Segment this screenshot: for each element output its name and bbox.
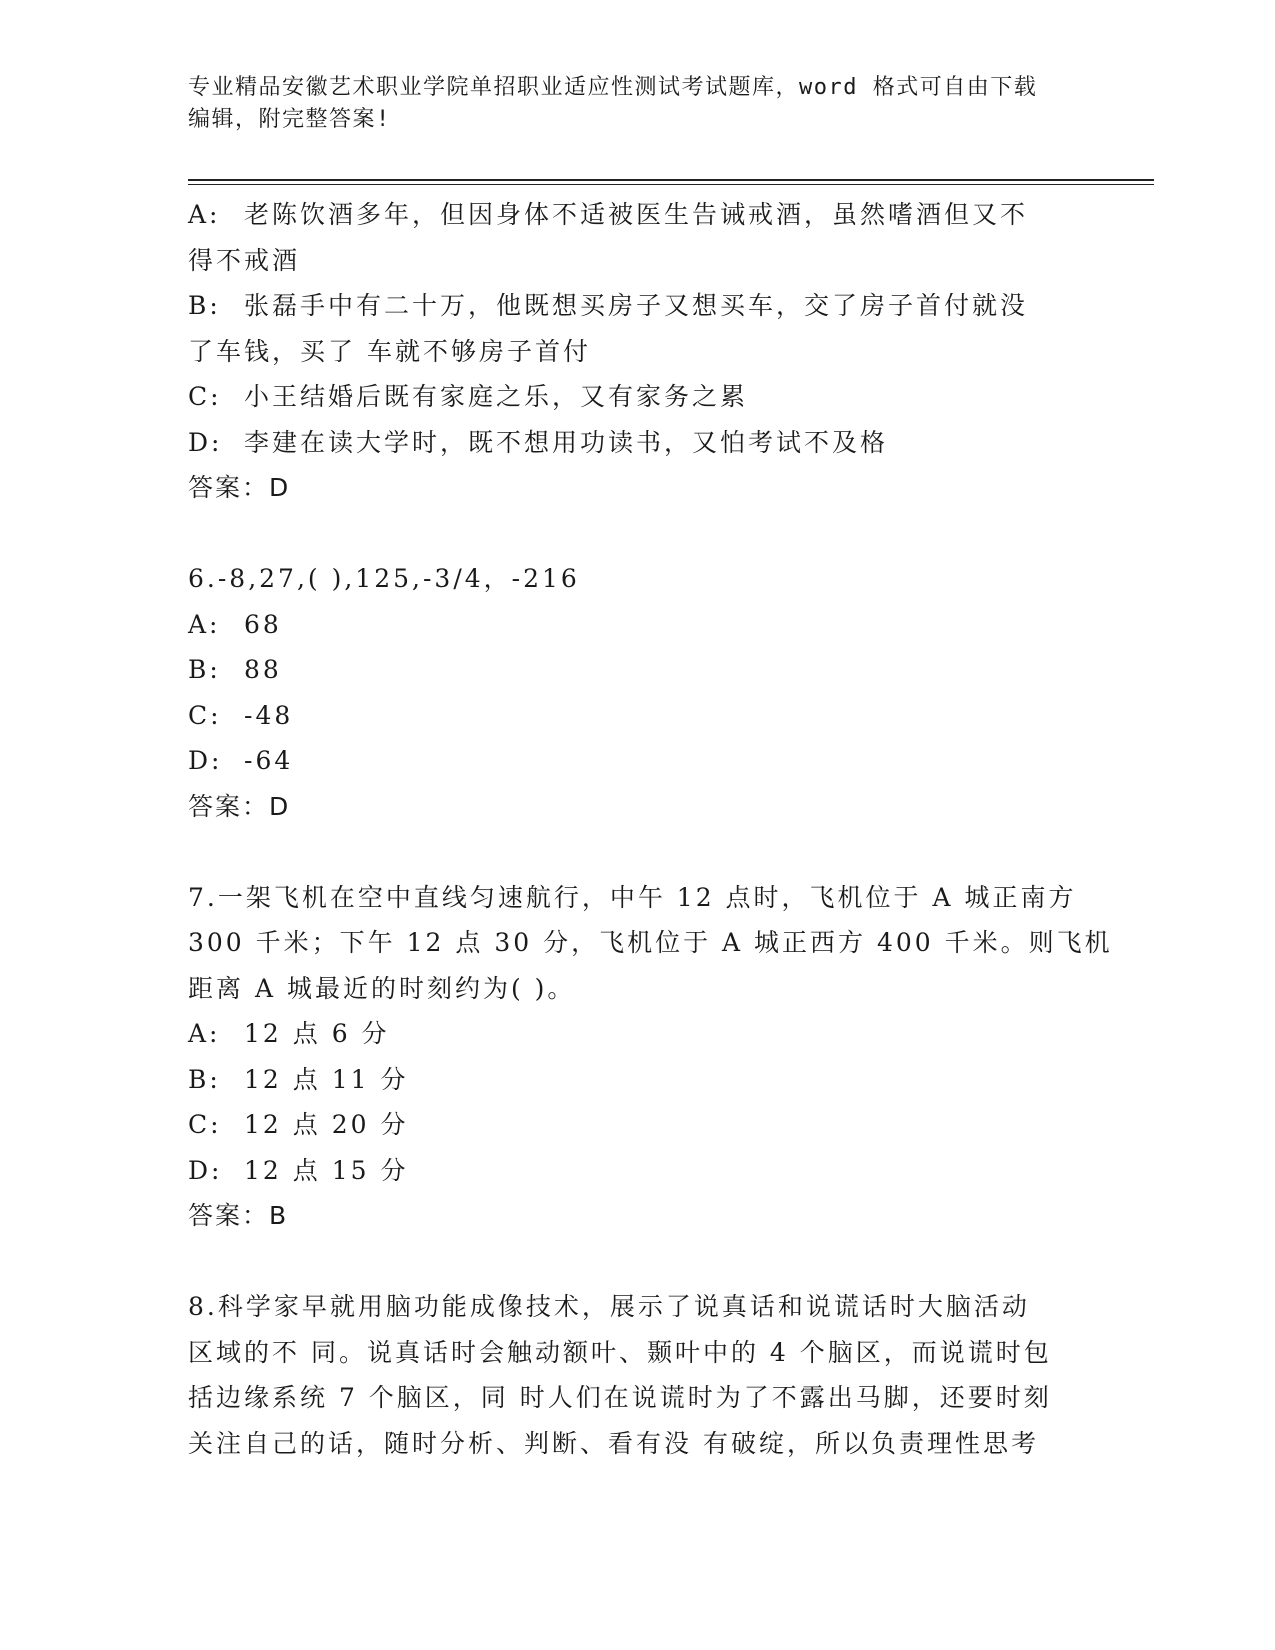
- question-stem: 6.-8,27,( ),125,-3/4，-216: [188, 564, 580, 593]
- option-text: 12 点 11 分: [244, 1064, 409, 1094]
- question-stem: 区域的不 同。说真话时会触动额叶、颞叶中的 4 个脑区，而说谎时包: [188, 1337, 1052, 1367]
- option-c: [188, 693, 1088, 739]
- option-text: 68: [244, 609, 282, 639]
- option-text: -48: [244, 700, 294, 730]
- question-5: [188, 192, 1088, 511]
- question-stem: 关注自己的话，随时分析、判断、看有没 有破绽，所以负责理性思考: [188, 1428, 1039, 1458]
- option-text: 12 点 6 分: [244, 1019, 390, 1048]
- option-text: 老陈饮酒多年，但因身体不适被医生告诫戒酒，虽然嗜酒但又不: [244, 200, 1029, 229]
- option-a: [188, 1011, 1088, 1057]
- spacer: [188, 829, 1088, 875]
- question-stem: 括边缘系统 7 个脑区，同 时人们在说谎时为了不露出马脚，还要时刻: [188, 1383, 1052, 1412]
- option-text: -64: [244, 746, 294, 775]
- header-line-2: 编辑，附完整答案!: [188, 107, 391, 132]
- question-6: [188, 556, 1088, 829]
- spacer: [188, 511, 1088, 557]
- spacer: [188, 1239, 1088, 1285]
- option-text: 88: [244, 655, 282, 684]
- option-letter: D:: [188, 746, 223, 775]
- option-c: [188, 374, 1088, 420]
- header-divider-thin: [188, 184, 1154, 185]
- option-letter: B:: [188, 1064, 221, 1094]
- option-b: [188, 1057, 1088, 1103]
- option-text-continuation: 了车钱，买了 车就不够房子首付: [188, 336, 591, 366]
- option-c: [188, 1102, 1088, 1148]
- option-letter: D:: [188, 1155, 223, 1185]
- answer-label: 答案：B: [188, 1201, 289, 1230]
- option-b: [188, 283, 1088, 329]
- option-letter: C:: [188, 382, 222, 411]
- question-stem: 7.一架飞机在空中直线匀速航行，中午 12 点时，飞机位于 A 城正南方: [188, 882, 1077, 912]
- option-a: [188, 192, 1088, 238]
- option-text: 小王结婚后既有家庭之乐，又有家务之累: [244, 382, 749, 411]
- option-letter: D:: [188, 427, 223, 457]
- option-text-continuation: 得不戒酒: [188, 245, 301, 275]
- option-text: 12 点 20 分: [244, 1110, 409, 1139]
- question-content: [188, 192, 1113, 1466]
- answer-label: 答案：D: [188, 791, 291, 821]
- header-line-1: 专业精品安徽艺术职业学院单招职业适应性测试考试题库，word 格式可自由下载: [188, 75, 1038, 100]
- option-a: [188, 602, 1088, 648]
- question-7: [188, 875, 1113, 1239]
- option-letter: A:: [188, 1019, 221, 1048]
- option-text: 张磊手中有二十万，他既想买房子又想买车，交了房子首付就没: [244, 291, 1029, 320]
- answer-label: 答案：D: [188, 473, 291, 502]
- option-d: [188, 420, 1088, 466]
- option-b: [188, 647, 1088, 693]
- question-stem: 距离 A 城最近的时刻约为( )。: [188, 973, 576, 1003]
- question-stem: 300 千米；下午 12 点 30 分，飞机位于 A 城正西方 400 千米。则飞机: [188, 928, 1113, 957]
- option-letter: B:: [188, 655, 221, 684]
- option-text: 12 点 15 分: [244, 1155, 409, 1185]
- question-stem: 8.科学家早就用脑功能成像技术，展示了说真话和说谎话时大脑活动: [188, 1292, 1030, 1321]
- option-letter: C:: [188, 700, 222, 730]
- option-letter: C:: [188, 1110, 222, 1139]
- option-text: 李建在读大学时，既不想用功读书，又怕考试不及格: [244, 427, 889, 457]
- option-letter: A:: [188, 200, 221, 229]
- question-8: [188, 1284, 1088, 1466]
- header-divider-thick: [188, 179, 1154, 181]
- option-d: [188, 1148, 1088, 1194]
- option-d: [188, 738, 1088, 784]
- option-letter: A:: [188, 609, 221, 639]
- document-header: [188, 72, 1068, 136]
- option-letter: B:: [188, 291, 221, 320]
